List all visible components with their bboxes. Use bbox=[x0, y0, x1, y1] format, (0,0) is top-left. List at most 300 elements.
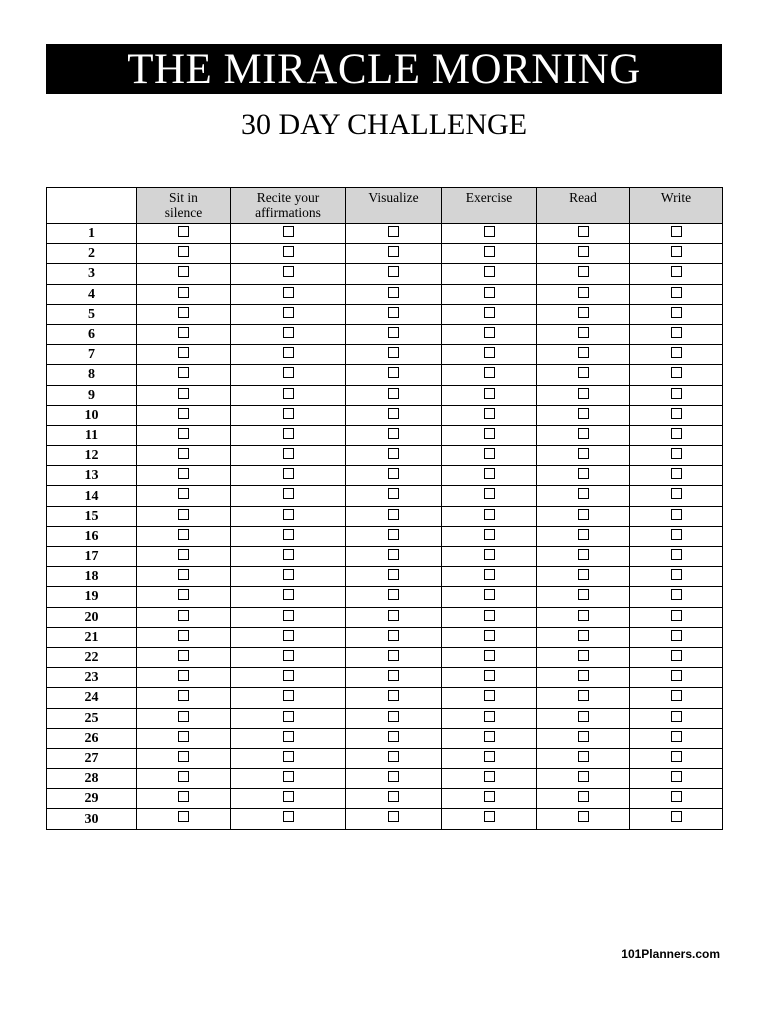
checkbox-exercise[interactable] bbox=[484, 287, 495, 298]
table-row bbox=[47, 688, 723, 708]
checkbox-cell bbox=[346, 466, 442, 486]
checkbox-recite-affirmations[interactable] bbox=[283, 266, 294, 277]
checkbox-sit-in-silence[interactable] bbox=[178, 367, 189, 378]
checkbox-read[interactable] bbox=[578, 347, 589, 358]
day-number: 18 bbox=[47, 567, 137, 587]
checkbox-cell bbox=[346, 486, 442, 506]
checkbox-read[interactable] bbox=[578, 630, 589, 641]
day-number: 9 bbox=[47, 385, 137, 405]
checkbox-recite-affirmations[interactable] bbox=[283, 246, 294, 257]
checkbox-sit-in-silence[interactable] bbox=[178, 711, 189, 722]
checkbox-write[interactable] bbox=[671, 509, 682, 520]
checkbox-read[interactable] bbox=[578, 690, 589, 701]
checkbox-write[interactable] bbox=[671, 226, 682, 237]
checkbox-read[interactable] bbox=[578, 569, 589, 580]
checkbox-recite-affirmations[interactable] bbox=[283, 287, 294, 298]
challenge-tracker-table bbox=[46, 187, 723, 830]
checkbox-cell bbox=[346, 647, 442, 667]
column-header-line: silence bbox=[164, 205, 203, 220]
checkbox-cell bbox=[346, 789, 442, 809]
checkbox-recite-affirmations[interactable] bbox=[283, 529, 294, 540]
checkbox-cell bbox=[442, 284, 537, 304]
checkbox-write[interactable] bbox=[671, 428, 682, 439]
checkbox-cell bbox=[137, 728, 231, 748]
checkbox-cell bbox=[537, 567, 630, 587]
checkbox-read[interactable] bbox=[578, 529, 589, 540]
checkbox-cell bbox=[630, 486, 723, 506]
checkbox-cell bbox=[442, 647, 537, 667]
checkbox-sit-in-silence[interactable] bbox=[178, 731, 189, 742]
checkbox-write[interactable] bbox=[671, 630, 682, 641]
day-number: 21 bbox=[47, 627, 137, 647]
checkbox-cell bbox=[537, 547, 630, 567]
checkbox-exercise[interactable] bbox=[484, 226, 495, 237]
checkbox-exercise[interactable] bbox=[484, 670, 495, 681]
checkbox-visualize[interactable] bbox=[388, 287, 399, 298]
checkbox-recite-affirmations[interactable] bbox=[283, 731, 294, 742]
checkbox-exercise[interactable] bbox=[484, 428, 495, 439]
checkbox-cell bbox=[630, 385, 723, 405]
checkbox-sit-in-silence[interactable] bbox=[178, 226, 189, 237]
checkbox-exercise[interactable] bbox=[484, 468, 495, 479]
checkbox-read[interactable] bbox=[578, 307, 589, 318]
checkbox-write[interactable] bbox=[671, 610, 682, 621]
checkbox-cell bbox=[346, 728, 442, 748]
checkbox-exercise[interactable] bbox=[484, 488, 495, 499]
checkbox-cell bbox=[346, 304, 442, 324]
checkbox-sit-in-silence[interactable] bbox=[178, 468, 189, 479]
checkbox-visualize[interactable] bbox=[388, 327, 399, 338]
checkbox-read[interactable] bbox=[578, 367, 589, 378]
checkbox-cell bbox=[537, 345, 630, 365]
checkbox-cell bbox=[537, 466, 630, 486]
checkbox-cell bbox=[442, 748, 537, 768]
checkbox-visualize[interactable] bbox=[388, 589, 399, 600]
checkbox-read[interactable] bbox=[578, 226, 589, 237]
checkbox-cell bbox=[630, 244, 723, 264]
column-header-write bbox=[630, 188, 723, 224]
checkbox-write[interactable] bbox=[671, 731, 682, 742]
checkbox-sit-in-silence[interactable] bbox=[178, 408, 189, 419]
checkbox-exercise[interactable] bbox=[484, 266, 495, 277]
checkbox-sit-in-silence[interactable] bbox=[178, 327, 189, 338]
checkbox-cell bbox=[630, 405, 723, 425]
checkbox-read[interactable] bbox=[578, 791, 589, 802]
checkbox-recite-affirmations[interactable] bbox=[283, 226, 294, 237]
day-number: 29 bbox=[47, 789, 137, 809]
checkbox-write[interactable] bbox=[671, 690, 682, 701]
checkbox-read[interactable] bbox=[578, 610, 589, 621]
checkbox-visualize[interactable] bbox=[388, 711, 399, 722]
checkbox-cell bbox=[137, 466, 231, 486]
day-number: 22 bbox=[47, 647, 137, 667]
checkbox-sit-in-silence[interactable] bbox=[178, 488, 189, 499]
table-row bbox=[47, 789, 723, 809]
checkbox-cell bbox=[537, 324, 630, 344]
checkbox-cell bbox=[537, 425, 630, 445]
checkbox-exercise[interactable] bbox=[484, 731, 495, 742]
day-number: 4 bbox=[47, 284, 137, 304]
checkbox-read[interactable] bbox=[578, 509, 589, 520]
checkbox-cell bbox=[231, 446, 346, 466]
checkbox-cell bbox=[537, 728, 630, 748]
table-row bbox=[47, 486, 723, 506]
checkbox-exercise[interactable] bbox=[484, 408, 495, 419]
table-row bbox=[47, 324, 723, 344]
checkbox-visualize[interactable] bbox=[388, 488, 399, 499]
checkbox-sit-in-silence[interactable] bbox=[178, 529, 189, 540]
checkbox-write[interactable] bbox=[671, 670, 682, 681]
checkbox-sit-in-silence[interactable] bbox=[178, 448, 189, 459]
checkbox-sit-in-silence[interactable] bbox=[178, 569, 189, 580]
checkbox-visualize[interactable] bbox=[388, 690, 399, 701]
checkbox-cell bbox=[231, 567, 346, 587]
checkbox-sit-in-silence[interactable] bbox=[178, 771, 189, 782]
checkbox-cell bbox=[537, 244, 630, 264]
checkbox-cell bbox=[442, 304, 537, 324]
checkbox-sit-in-silence[interactable] bbox=[178, 751, 189, 762]
checkbox-write[interactable] bbox=[671, 287, 682, 298]
checkbox-sit-in-silence[interactable] bbox=[178, 630, 189, 641]
checkbox-exercise[interactable] bbox=[484, 307, 495, 318]
checkbox-write[interactable] bbox=[671, 388, 682, 399]
checkbox-exercise[interactable] bbox=[484, 751, 495, 762]
checkbox-recite-affirmations[interactable] bbox=[283, 751, 294, 762]
checkbox-cell bbox=[630, 668, 723, 688]
checkbox-write[interactable] bbox=[671, 408, 682, 419]
checkbox-write[interactable] bbox=[671, 367, 682, 378]
checkbox-write[interactable] bbox=[671, 488, 682, 499]
title-banner bbox=[46, 44, 722, 94]
checkbox-sit-in-silence[interactable] bbox=[178, 650, 189, 661]
checkbox-exercise[interactable] bbox=[484, 246, 495, 257]
checkbox-cell bbox=[537, 627, 630, 647]
day-number: 26 bbox=[47, 728, 137, 748]
day-number: 17 bbox=[47, 547, 137, 567]
checkbox-cell bbox=[537, 688, 630, 708]
checkbox-cell bbox=[630, 526, 723, 546]
checkbox-cell bbox=[346, 607, 442, 627]
page-title: THE MIRACLE MORNING bbox=[127, 45, 641, 93]
checkbox-write[interactable] bbox=[671, 549, 682, 560]
checkbox-cell bbox=[442, 769, 537, 789]
checkbox-sit-in-silence[interactable] bbox=[178, 509, 189, 520]
checkbox-cell bbox=[442, 809, 537, 829]
checkbox-write[interactable] bbox=[671, 811, 682, 822]
checkbox-visualize[interactable] bbox=[388, 751, 399, 762]
checkbox-cell bbox=[630, 466, 723, 486]
day-number: 23 bbox=[47, 668, 137, 688]
checkbox-cell bbox=[346, 224, 442, 244]
checkbox-recite-affirmations[interactable] bbox=[283, 650, 294, 661]
checkbox-cell bbox=[442, 728, 537, 748]
checkbox-read[interactable] bbox=[578, 711, 589, 722]
checkbox-sit-in-silence[interactable] bbox=[178, 610, 189, 621]
checkbox-visualize[interactable] bbox=[388, 569, 399, 580]
checkbox-exercise[interactable] bbox=[484, 791, 495, 802]
checkbox-write[interactable] bbox=[671, 569, 682, 580]
checkbox-cell bbox=[442, 506, 537, 526]
checkbox-sit-in-silence[interactable] bbox=[178, 307, 189, 318]
checkbox-visualize[interactable] bbox=[388, 347, 399, 358]
checkbox-cell bbox=[537, 446, 630, 466]
checkbox-write[interactable] bbox=[671, 791, 682, 802]
checkbox-cell bbox=[346, 264, 442, 284]
checkbox-cell bbox=[630, 647, 723, 667]
checkbox-write[interactable] bbox=[671, 751, 682, 762]
checkbox-cell bbox=[137, 385, 231, 405]
checkbox-recite-affirmations[interactable] bbox=[283, 630, 294, 641]
checkbox-exercise[interactable] bbox=[484, 529, 495, 540]
checkbox-exercise[interactable] bbox=[484, 811, 495, 822]
checkbox-cell bbox=[137, 748, 231, 768]
checkbox-write[interactable] bbox=[671, 327, 682, 338]
checkbox-read[interactable] bbox=[578, 287, 589, 298]
checkbox-read[interactable] bbox=[578, 468, 589, 479]
checkbox-write[interactable] bbox=[671, 650, 682, 661]
checkbox-cell bbox=[630, 365, 723, 385]
checkbox-cell bbox=[231, 627, 346, 647]
checkbox-visualize[interactable] bbox=[388, 529, 399, 540]
checkbox-read[interactable] bbox=[578, 388, 589, 399]
checkbox-sit-in-silence[interactable] bbox=[178, 246, 189, 257]
checkbox-recite-affirmations[interactable] bbox=[283, 610, 294, 621]
checkbox-read[interactable] bbox=[578, 731, 589, 742]
checkbox-cell bbox=[231, 224, 346, 244]
checkbox-visualize[interactable] bbox=[388, 610, 399, 621]
checkbox-visualize[interactable] bbox=[388, 791, 399, 802]
checkbox-read[interactable] bbox=[578, 811, 589, 822]
checkbox-recite-affirmations[interactable] bbox=[283, 468, 294, 479]
checkbox-sit-in-silence[interactable] bbox=[178, 266, 189, 277]
checkbox-visualize[interactable] bbox=[388, 468, 399, 479]
table-row bbox=[47, 425, 723, 445]
checkbox-visualize[interactable] bbox=[388, 367, 399, 378]
table-row bbox=[47, 244, 723, 264]
checkbox-cell bbox=[537, 647, 630, 667]
checkbox-read[interactable] bbox=[578, 751, 589, 762]
checkbox-write[interactable] bbox=[671, 448, 682, 459]
checkbox-cell bbox=[231, 607, 346, 627]
checkbox-read[interactable] bbox=[578, 428, 589, 439]
checkbox-cell bbox=[537, 284, 630, 304]
checkbox-read[interactable] bbox=[578, 589, 589, 600]
checkbox-recite-affirmations[interactable] bbox=[283, 711, 294, 722]
checkbox-visualize[interactable] bbox=[388, 388, 399, 399]
table-row bbox=[47, 809, 723, 829]
day-number: 15 bbox=[47, 506, 137, 526]
checkbox-exercise[interactable] bbox=[484, 610, 495, 621]
checkbox-visualize[interactable] bbox=[388, 670, 399, 681]
checkbox-exercise[interactable] bbox=[484, 367, 495, 378]
checkbox-cell bbox=[231, 425, 346, 445]
checkbox-visualize[interactable] bbox=[388, 509, 399, 520]
checkbox-write[interactable] bbox=[671, 589, 682, 600]
checkbox-read[interactable] bbox=[578, 448, 589, 459]
checkbox-cell bbox=[231, 324, 346, 344]
checkbox-sit-in-silence[interactable] bbox=[178, 549, 189, 560]
checkbox-cell bbox=[630, 728, 723, 748]
checkbox-cell bbox=[537, 668, 630, 688]
checkbox-cell bbox=[231, 405, 346, 425]
checkbox-cell bbox=[231, 647, 346, 667]
checkbox-visualize[interactable] bbox=[388, 549, 399, 560]
checkbox-cell bbox=[346, 708, 442, 728]
checkbox-cell bbox=[137, 526, 231, 546]
checkbox-cell bbox=[630, 789, 723, 809]
checkbox-recite-affirmations[interactable] bbox=[283, 367, 294, 378]
checkbox-exercise[interactable] bbox=[484, 549, 495, 560]
table-row bbox=[47, 647, 723, 667]
checkbox-write[interactable] bbox=[671, 468, 682, 479]
checkbox-write[interactable] bbox=[671, 529, 682, 540]
checkbox-visualize[interactable] bbox=[388, 266, 399, 277]
checkbox-read[interactable] bbox=[578, 549, 589, 560]
checkbox-cell bbox=[137, 224, 231, 244]
table-row bbox=[47, 365, 723, 385]
checkbox-recite-affirmations[interactable] bbox=[283, 791, 294, 802]
checkbox-exercise[interactable] bbox=[484, 589, 495, 600]
checkbox-cell bbox=[231, 526, 346, 546]
checkbox-recite-affirmations[interactable] bbox=[283, 327, 294, 338]
checkbox-visualize[interactable] bbox=[388, 650, 399, 661]
checkbox-cell bbox=[346, 284, 442, 304]
table-row bbox=[47, 264, 723, 284]
checkbox-visualize[interactable] bbox=[388, 771, 399, 782]
checkbox-exercise[interactable] bbox=[484, 630, 495, 641]
checkbox-cell bbox=[137, 405, 231, 425]
day-number: 3 bbox=[47, 264, 137, 284]
table-row bbox=[47, 304, 723, 324]
checkbox-recite-affirmations[interactable] bbox=[283, 670, 294, 681]
checkbox-cell bbox=[137, 425, 231, 445]
checkbox-cell bbox=[442, 405, 537, 425]
checkbox-cell bbox=[442, 345, 537, 365]
checkbox-read[interactable] bbox=[578, 327, 589, 338]
checkbox-exercise[interactable] bbox=[484, 711, 495, 722]
checkbox-exercise[interactable] bbox=[484, 509, 495, 520]
checkbox-write[interactable] bbox=[671, 246, 682, 257]
checkbox-visualize[interactable] bbox=[388, 630, 399, 641]
checkbox-sit-in-silence[interactable] bbox=[178, 811, 189, 822]
checkbox-recite-affirmations[interactable] bbox=[283, 509, 294, 520]
checkbox-recite-affirmations[interactable] bbox=[283, 589, 294, 600]
checkbox-visualize[interactable] bbox=[388, 226, 399, 237]
checkbox-read[interactable] bbox=[578, 650, 589, 661]
checkbox-cell bbox=[630, 567, 723, 587]
checkbox-cell bbox=[630, 446, 723, 466]
checkbox-write[interactable] bbox=[671, 711, 682, 722]
checkbox-recite-affirmations[interactable] bbox=[283, 771, 294, 782]
checkbox-sit-in-silence[interactable] bbox=[178, 428, 189, 439]
checkbox-cell bbox=[537, 748, 630, 768]
checkbox-sit-in-silence[interactable] bbox=[178, 690, 189, 701]
checkbox-write[interactable] bbox=[671, 307, 682, 318]
checkbox-exercise[interactable] bbox=[484, 388, 495, 399]
day-number: 2 bbox=[47, 244, 137, 264]
checkbox-cell bbox=[442, 385, 537, 405]
checkbox-cell bbox=[137, 567, 231, 587]
checkbox-exercise[interactable] bbox=[484, 569, 495, 580]
checkbox-read[interactable] bbox=[578, 408, 589, 419]
checkbox-sit-in-silence[interactable] bbox=[178, 287, 189, 298]
checkbox-visualize[interactable] bbox=[388, 448, 399, 459]
day-number: 28 bbox=[47, 769, 137, 789]
checkbox-recite-affirmations[interactable] bbox=[283, 488, 294, 499]
checkbox-visualize[interactable] bbox=[388, 428, 399, 439]
checkbox-recite-affirmations[interactable] bbox=[283, 448, 294, 459]
checkbox-recite-affirmations[interactable] bbox=[283, 408, 294, 419]
checkbox-read[interactable] bbox=[578, 266, 589, 277]
checkbox-exercise[interactable] bbox=[484, 448, 495, 459]
table-row bbox=[47, 627, 723, 647]
checkbox-exercise[interactable] bbox=[484, 690, 495, 701]
checkbox-visualize[interactable] bbox=[388, 408, 399, 419]
checkbox-cell bbox=[231, 547, 346, 567]
checkbox-cell bbox=[630, 324, 723, 344]
checkbox-cell bbox=[537, 607, 630, 627]
checkbox-write[interactable] bbox=[671, 771, 682, 782]
checkbox-cell bbox=[537, 587, 630, 607]
checkbox-cell bbox=[137, 486, 231, 506]
checkbox-visualize[interactable] bbox=[388, 811, 399, 822]
checkbox-cell bbox=[537, 486, 630, 506]
day-number: 16 bbox=[47, 526, 137, 546]
checkbox-recite-affirmations[interactable] bbox=[283, 388, 294, 399]
checkbox-recite-affirmations[interactable] bbox=[283, 569, 294, 580]
checkbox-write[interactable] bbox=[671, 347, 682, 358]
checkbox-cell bbox=[231, 728, 346, 748]
checkbox-recite-affirmations[interactable] bbox=[283, 549, 294, 560]
table-row bbox=[47, 345, 723, 365]
checkbox-sit-in-silence[interactable] bbox=[178, 791, 189, 802]
checkbox-cell bbox=[137, 324, 231, 344]
checkbox-cell bbox=[630, 688, 723, 708]
checkbox-recite-affirmations[interactable] bbox=[283, 428, 294, 439]
checkbox-read[interactable] bbox=[578, 670, 589, 681]
checkbox-cell bbox=[137, 506, 231, 526]
checkbox-exercise[interactable] bbox=[484, 347, 495, 358]
checkbox-read[interactable] bbox=[578, 771, 589, 782]
checkbox-cell bbox=[346, 365, 442, 385]
checkbox-cell bbox=[137, 244, 231, 264]
checkbox-cell bbox=[442, 567, 537, 587]
checkbox-sit-in-silence[interactable] bbox=[178, 388, 189, 399]
checkbox-cell bbox=[630, 748, 723, 768]
checkbox-exercise[interactable] bbox=[484, 650, 495, 661]
checkbox-cell bbox=[346, 627, 442, 647]
checkbox-read[interactable] bbox=[578, 488, 589, 499]
checkbox-read[interactable] bbox=[578, 246, 589, 257]
checkbox-visualize[interactable] bbox=[388, 731, 399, 742]
column-header-line: Read bbox=[569, 190, 597, 205]
checkbox-exercise[interactable] bbox=[484, 771, 495, 782]
checkbox-recite-affirmations[interactable] bbox=[283, 811, 294, 822]
checkbox-visualize[interactable] bbox=[388, 246, 399, 257]
checkbox-sit-in-silence[interactable] bbox=[178, 670, 189, 681]
checkbox-cell bbox=[442, 244, 537, 264]
checkbox-cell bbox=[442, 789, 537, 809]
checkbox-recite-affirmations[interactable] bbox=[283, 690, 294, 701]
checkbox-sit-in-silence[interactable] bbox=[178, 347, 189, 358]
checkbox-recite-affirmations[interactable] bbox=[283, 307, 294, 318]
checkbox-recite-affirmations[interactable] bbox=[283, 347, 294, 358]
checkbox-write[interactable] bbox=[671, 266, 682, 277]
checkbox-visualize[interactable] bbox=[388, 307, 399, 318]
checkbox-exercise[interactable] bbox=[484, 327, 495, 338]
table-row bbox=[47, 224, 723, 244]
checkbox-sit-in-silence[interactable] bbox=[178, 589, 189, 600]
